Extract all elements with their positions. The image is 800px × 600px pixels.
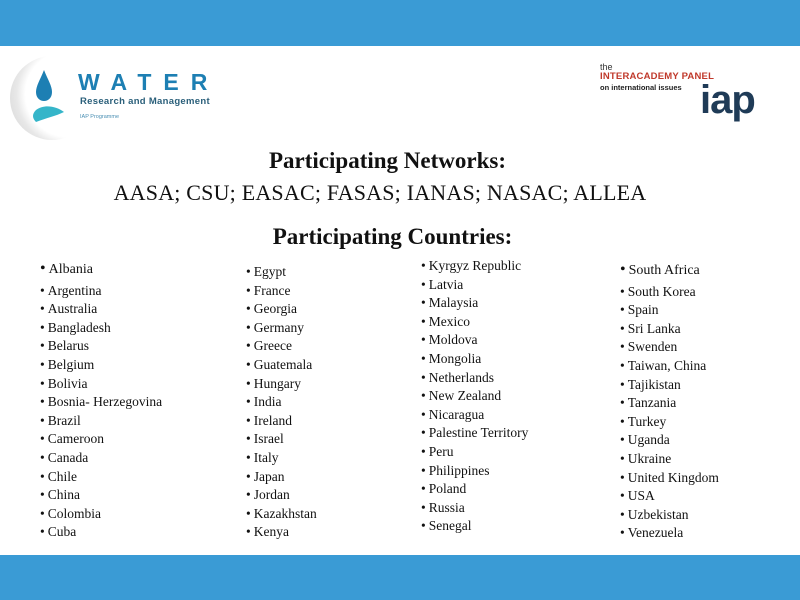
logo-programme: IAP Programme [80,114,120,120]
country-name: Palestine Territory [428,425,529,441]
bullet-icon: • [40,282,45,298]
country-name: Hungary [253,375,301,391]
country-item [620,339,677,355]
bullet-icon: • [246,505,251,521]
bullet-icon: • [620,525,625,541]
country-item [246,338,292,354]
bullet-icon: • [40,357,45,372]
bullet-icon: • [620,413,625,429]
country-item [421,500,465,516]
country-item [620,414,666,430]
country-name: Tajikistan [627,376,681,392]
bullet-icon: • [246,282,251,298]
bullet-icon: • [620,283,625,299]
country-item [40,357,94,373]
country-name: Chile [47,468,77,484]
country-item [620,488,655,504]
country-name: New Zealand [428,388,502,404]
logo-word: WATER [78,69,220,95]
bullet-icon: • [421,313,426,329]
country-item [246,506,317,522]
bullet-icon: • [246,319,251,335]
bullet-icon: • [421,351,426,366]
country-name: Poland [428,481,467,497]
country-item [40,450,88,466]
country-name: Taiwan, China [627,358,707,373]
bullet-icon: • [40,301,45,317]
country-name: Uzbekistan [627,506,689,522]
country-item [246,320,304,336]
country-name: Malaysia [428,295,479,311]
bullet-icon: • [421,518,426,534]
bullet-icon: • [421,462,426,478]
bullet-icon: • [421,499,426,515]
bullet-icon: • [421,295,426,311]
bullet-icon: • [620,320,625,336]
country-name: Australia [47,301,98,317]
country-name: Egypt [253,264,286,279]
bullet-icon: • [620,261,626,278]
water-logo [8,52,228,142]
bullet-icon: • [421,369,426,385]
country-item [620,377,681,393]
bullet-icon: • [620,339,625,355]
bullet-icon: • [620,451,625,466]
country-item [40,283,101,299]
country-item [40,320,111,336]
bullet-icon: • [246,357,251,372]
bottom-banner [0,555,800,600]
country-name: Mongolia [428,351,482,366]
iap-abbreviation: iap [700,78,755,122]
country-name: China [47,487,80,503]
country-item [421,518,471,534]
country-item [246,487,290,503]
country-item [620,395,676,411]
bullet-icon: • [246,450,251,465]
country-item [246,524,289,540]
countries-heading: Participating Countries: [272,224,513,249]
bullet-icon: • [620,302,625,318]
country-name: Russia [428,499,465,515]
country-name: Ukraine [627,451,672,466]
country-item [421,314,470,330]
iap-the: the [600,62,613,72]
iap-logo [600,62,780,134]
country-item [246,264,286,280]
country-item [421,277,463,293]
country-item [40,376,87,392]
country-name: Albania [48,262,93,277]
country-item [620,262,700,279]
country-item [246,357,312,373]
country-item [421,463,490,479]
country-name: Bolivia [47,375,88,391]
bullet-icon: • [620,432,625,448]
country-name: Cameroon [47,431,104,447]
country-name: USA [627,488,655,504]
country-name: Brazil [47,412,81,428]
bullet-icon: • [620,395,625,411]
country-name: Sri Lanka [627,320,681,336]
country-item [246,431,284,447]
bullet-icon: • [40,319,45,335]
water-drop-icon [30,64,70,136]
country-item [620,432,670,448]
country-item [620,321,681,337]
country-item [620,470,719,486]
country-item [246,450,278,466]
bullet-icon: • [246,394,251,410]
country-item [421,481,466,497]
country-name: Spain [627,302,659,318]
country-item [620,525,683,541]
bullet-icon: • [421,388,426,404]
bullet-icon: • [620,358,625,373]
country-item [421,351,481,367]
country-item [421,370,494,386]
country-name: Israel [253,431,284,447]
iap-panel-name: INTERACADEMY PANEL [600,71,715,82]
bullet-icon: • [40,487,45,503]
country-name: Netherlands [428,369,494,385]
country-name: Guatemala [253,357,313,372]
country-item [620,284,696,300]
bullet-icon: • [421,276,426,292]
country-item [620,507,688,523]
bullet-icon: • [246,375,251,391]
country-name: Italy [253,450,279,465]
bullet-icon: • [40,338,45,354]
country-name: United Kingdom [627,469,719,485]
bullet-icon: • [246,338,251,354]
bullet-icon: • [620,376,625,392]
country-item [246,376,301,392]
country-name: Canada [47,450,89,465]
logo-subtitle: Research and Management [80,96,210,107]
bullet-icon: • [246,412,251,428]
country-item [421,444,453,460]
country-name: Senegal [428,518,472,534]
country-item [421,332,477,348]
country-item [40,469,77,485]
bullet-icon: • [40,412,45,428]
top-banner [0,0,800,46]
country-name: France [253,282,291,298]
country-name: Ireland [253,412,292,428]
country-item [246,394,281,410]
country-name: South Africa [628,263,700,278]
country-name: Germany [253,319,304,335]
bullet-icon: • [421,444,426,459]
country-name: Cuba [47,524,77,540]
bullet-icon: • [421,481,426,497]
country-name: Venezuela [627,525,684,541]
country-name: Greece [253,338,292,354]
bullet-icon: • [246,301,251,317]
bullet-icon: • [421,258,426,273]
country-item [246,469,284,485]
country-item [421,258,521,274]
country-name: Philippines [428,462,490,478]
country-name: India [253,394,282,410]
country-item [40,394,162,410]
country-item [40,524,76,540]
country-item [246,413,292,429]
country-name: Jordan [253,487,290,503]
bullet-icon: • [620,506,625,522]
country-name: Nicaragua [428,406,485,422]
country-name: Colombia [47,505,101,521]
country-item [246,283,290,299]
country-name: Japan [253,468,285,484]
bullet-icon: • [246,431,251,447]
bullet-icon: • [421,332,426,348]
country-name: Latvia [428,276,464,292]
country-name: Kyrgyz Republic [428,258,522,273]
country-item [421,388,501,404]
country-item [40,301,97,317]
country-name: Bosnia- Herzegovina [47,394,163,410]
country-name: Peru [428,444,454,459]
bullet-icon: • [620,488,625,504]
country-name: Belgium [47,357,95,372]
networks-heading: Participating Networks: [269,148,506,173]
bullet-icon: • [246,468,251,484]
iap-tagline: on international issues [600,83,682,92]
country-item [40,506,101,522]
bullet-icon: • [40,431,45,447]
country-name: Kenya [253,524,289,540]
country-name: Bangladesh [47,319,111,335]
country-name: Kazakhstan [253,505,317,521]
bullet-icon: • [40,524,45,540]
bullet-icon: • [246,487,251,503]
bullet-icon: • [421,406,426,422]
bullet-icon: • [40,260,46,277]
country-name: South Korea [627,283,696,299]
bullet-icon: • [246,264,251,279]
bullet-icon: • [40,468,45,484]
bullet-icon: • [40,450,45,465]
country-item [421,407,484,423]
country-name: Belarus [47,338,89,354]
country-item [40,261,93,278]
bullet-icon: • [421,425,426,441]
country-name: Swenden [627,339,678,355]
country-item [246,301,297,317]
country-item [40,487,80,503]
country-item [421,295,478,311]
country-name: Tanzania [627,395,677,411]
country-item [40,413,81,429]
country-name: Uganda [627,432,670,448]
country-item [40,338,89,354]
country-name: Turkey [627,413,667,429]
country-name: Mexico [428,313,470,329]
country-item [620,451,671,467]
bullet-icon: • [246,524,251,540]
bullet-icon: • [40,505,45,521]
bullet-icon: • [40,394,45,410]
country-name: Argentina [47,282,102,298]
country-item [620,302,659,318]
country-item [421,425,528,441]
bullet-icon: • [620,469,625,485]
country-item [40,431,104,447]
country-name: Moldova [428,332,478,348]
country-item [620,358,706,374]
country-name: Georgia [253,301,297,317]
bullet-icon: • [40,375,45,391]
networks-list: AASA; CSU; EASAC; FASAS; IANAS; NASAC; ALLEA [113,180,647,205]
